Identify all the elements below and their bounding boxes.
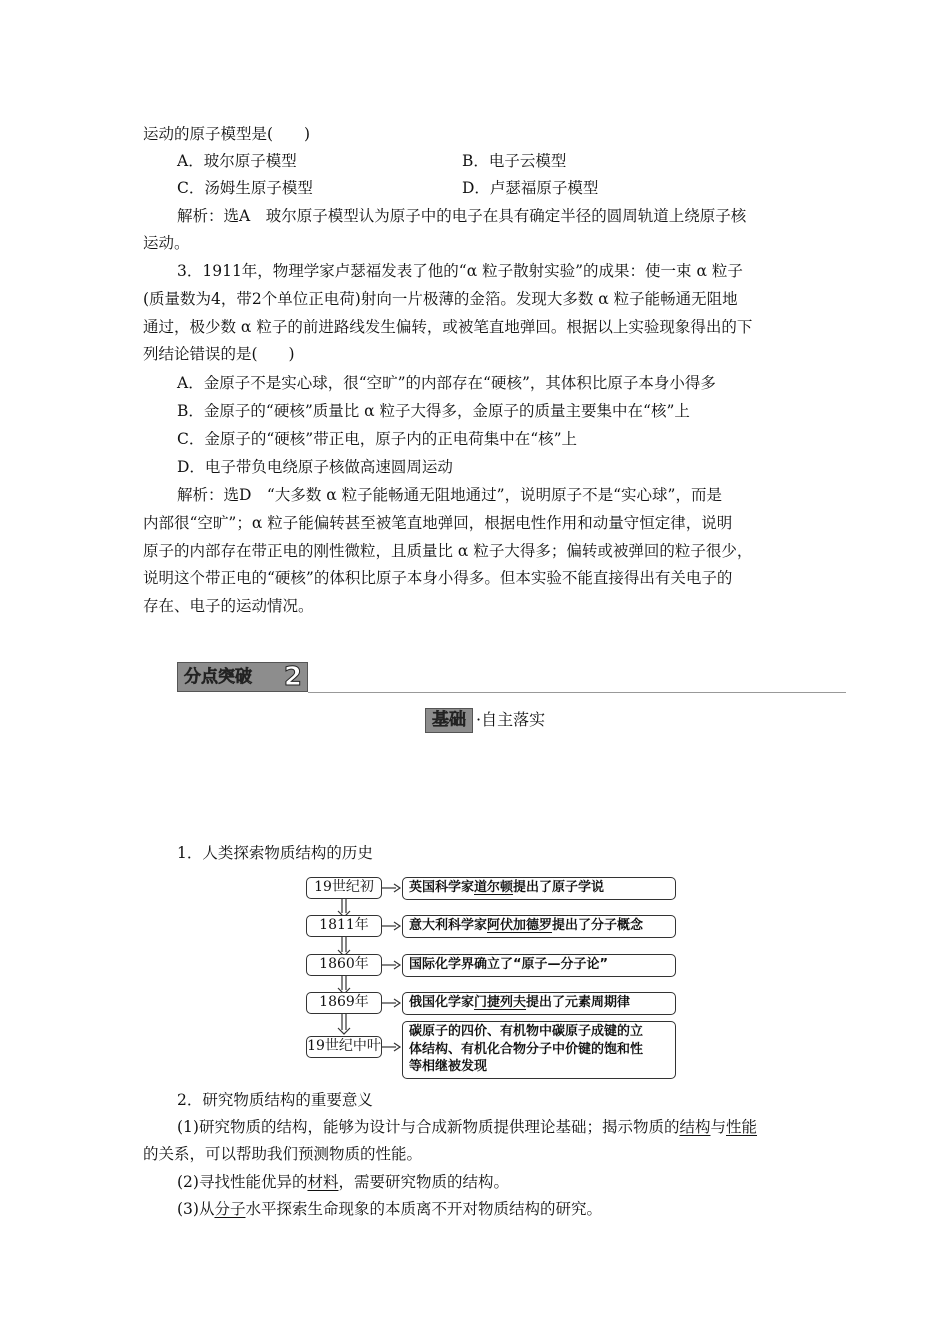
q3-analysis-line: 原子的内部存在带正电的刚性微粒，且质量比 α 粒子大得多；偏转或被弹回的粒子很少， (143, 542, 753, 560)
paragraph-3 (177, 1199, 602, 1219)
timeline-event-text: 国际化学界确立了“原子—分子论” (409, 957, 609, 972)
timeline-event-keyword: 阿伏加德罗 (487, 918, 553, 933)
timeline-event (402, 1021, 676, 1079)
timeline-event-text: 碳原子的四价、有机物中碳原子成键的立 (409, 1024, 644, 1039)
heading-history: 1．人类探索物质结构的历史 (177, 844, 373, 862)
timeline-year: 1811年 (306, 915, 382, 937)
q3-stem-line: 3．1911年，物理学家卢瑟福发表了他的“α 粒子散射实验”的成果：使一束 α 粒子 (177, 262, 743, 280)
timeline-event (402, 954, 676, 977)
timeline-event-text: 等相继被发现 (409, 1059, 488, 1074)
paragraph-1-line2: 的关系，可以帮助我们预测物质的性能。 (143, 1145, 423, 1163)
paragraph-text: 水平探索生命现象的本质离不开对物质结构的研究。 (245, 1200, 602, 1218)
paragraph-text: (3)从 (177, 1200, 215, 1218)
timeline-event-keyword: 道尔顿 (474, 880, 514, 895)
timeline-event (402, 992, 676, 1015)
subheading-text: ·自主落实 (476, 710, 546, 729)
timeline-event-text: 英国科学家 (409, 880, 475, 895)
q3-option-a: A．金原子不是实心球，很“空旷”的内部存在“硬核”，其体积比原子本身小得多 (177, 374, 716, 392)
timeline-event-text: 提出了分子概念 (552, 918, 644, 933)
timeline-event-text: 提出了原子学说 (513, 880, 605, 895)
timeline-year: 19世纪中叶 (306, 1036, 382, 1058)
q3-stem-line: 列结论错误的是( ) (143, 345, 295, 363)
q3-option-b: B．金原子的“硬核”质量比 α 粒子大得多，金原子的质量主要集中在“核”上 (177, 402, 690, 420)
timeline-year: 19世纪初 (306, 877, 382, 899)
q3-option-d: D．电子带负电绕原子核做高速圆周运动 (177, 458, 453, 476)
timeline-event-text: 意大利科学家 (409, 918, 488, 933)
paragraph-keyword: 分子 (214, 1200, 246, 1218)
paragraph-2 (177, 1172, 509, 1192)
timeline-event-text: 俄国化学家 (409, 995, 475, 1010)
section-banner-number: 2 (283, 662, 302, 692)
q3-option-c: C．金原子的“硬核”带正电，原子内的正电荷集中在“核”上 (177, 430, 578, 448)
q3-stem-line: 通过，极少数 α 粒子的前进路线发生偏转，或被笔直地弹回。根据以上实验现象得出的下 (143, 318, 753, 336)
q2-analysis-line: 解析：选A 玻尔原子模型认为原子中的电子在具有确定半径的圆周轨道上绕原子核 (177, 207, 747, 225)
q3-analysis-line: 解析：选D “大多数 α 粒子能畅通无阻地通过”，说明原子不是“实心球”，而是 (177, 486, 722, 504)
paragraph-keyword: 结构 (679, 1118, 711, 1136)
timeline-event-text: 提出了元素周期律 (526, 995, 631, 1010)
timeline-event (402, 877, 676, 900)
q3-analysis-line: 内部很“空旷”；α 粒子能偏转甚至被笔直地弹回，根据电性作用和动量守恒定律，说明 (143, 514, 733, 532)
paragraph-1 (177, 1117, 757, 1137)
paragraph-keyword: 性能 (726, 1118, 758, 1136)
q3-analysis-line: 说明这个带正电的“硬核”的体积比原子本身小得多。但本实验不能直接得出有关电子的 (143, 569, 733, 587)
q2-option-a: A．玻尔原子模型 (177, 152, 297, 170)
paragraph-text: ，需要研究物质的结构。 (338, 1173, 509, 1191)
q2-analysis-line: 运动。 (143, 234, 190, 252)
paragraph-text: 与 (710, 1118, 726, 1136)
paragraph-text: (2)寻找性能优异的 (177, 1173, 308, 1191)
timeline-event-text: 体结构、有机化合物分子中价键的饱和性 (409, 1041, 644, 1057)
heading-significance: 2．研究物质结构的重要意义 (177, 1091, 373, 1109)
q2-option-c: C．汤姆生原子模型 (177, 179, 313, 197)
section-banner-text: 分点突破 (184, 667, 252, 687)
paragraph-keyword: 材料 (307, 1173, 339, 1191)
q2-option-d: D．卢瑟福原子模型 (462, 179, 599, 197)
subheading-tag: 基础 (425, 708, 473, 733)
q3-analysis-line: 存在、电子的运动情况。 (143, 597, 314, 615)
timeline-year: 1869年 (306, 992, 382, 1014)
timeline-event (402, 915, 676, 938)
paragraph-text: (1)研究物质的结构，能够为设计与合成新物质提供理论基础；揭示物质的 (177, 1118, 680, 1136)
q2-option-b: B．电子云模型 (462, 152, 567, 170)
timeline-year: 1860年 (306, 954, 382, 976)
q3-stem-line: (质量数为4，带2个单位正电荷)射向一片极薄的金箔。发现大多数 α 粒子能畅通无阻地 (143, 290, 738, 308)
timeline-event-keyword: 门捷列夫 (474, 995, 527, 1010)
q2-stem-tail: 运动的原子模型是( ) (143, 125, 311, 143)
